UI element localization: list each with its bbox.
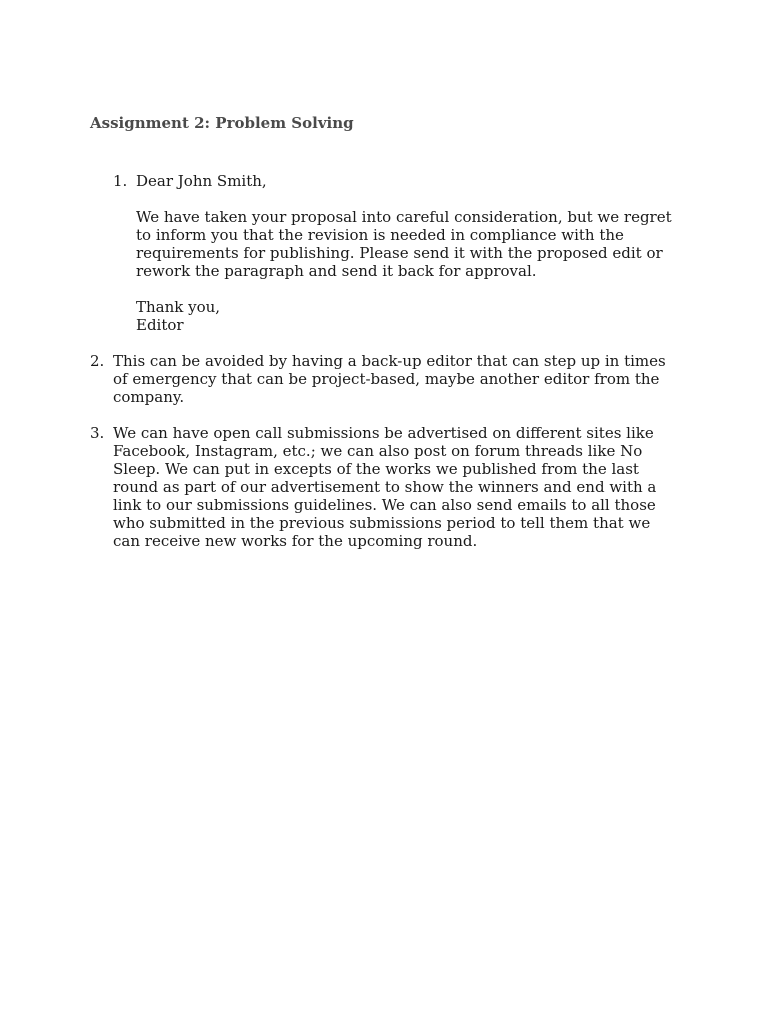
text-line: rework the paragraph and send it back for approval. bbox=[136, 262, 537, 280]
text-line: link to our submissions guidelines. We can also send emails to all those bbox=[113, 496, 656, 514]
text-line: company. bbox=[113, 388, 185, 406]
text-line: We can have open call submissions be advertised on different sites like bbox=[113, 424, 654, 442]
letter-closing: Thank you, bbox=[136, 298, 221, 316]
document-title: Assignment 2: Problem Solving bbox=[90, 114, 354, 132]
text-line: Sleep. We can put in excepts of the works we published from the last bbox=[113, 460, 639, 478]
list-item-number: 1. bbox=[113, 172, 128, 190]
text-line: to inform you that the revision is needed in compliance with the bbox=[136, 226, 624, 244]
list-item-number: 3. bbox=[90, 424, 105, 442]
letter-signature: Editor bbox=[136, 316, 184, 334]
list-item bbox=[90, 424, 690, 550]
text-line: This can be avoided by having a back-up editor that can step up in times bbox=[113, 352, 666, 370]
text-line: round as part of our advertisement to show the winners and end with a bbox=[113, 478, 657, 496]
text-line: requirements for publishing. Please send it with the proposed edit or bbox=[136, 244, 663, 262]
text-line: can receive new works for the upcoming round. bbox=[113, 532, 478, 550]
text-line: who submitted in the previous submissions period to tell them that we bbox=[113, 514, 651, 532]
text-line: of emergency that can be project-based, maybe another editor from the bbox=[113, 370, 660, 388]
text-line: Facebook, Instagram, etc.; we can also post on forum threads like No bbox=[113, 442, 643, 460]
text-line: We have taken your proposal into careful consideration, but we regret bbox=[136, 208, 672, 226]
list-item-number: 2. bbox=[90, 352, 105, 370]
list-item bbox=[90, 352, 690, 406]
letter-body bbox=[136, 172, 690, 334]
letter-paragraph bbox=[136, 208, 690, 280]
list-item bbox=[90, 172, 690, 334]
list-item-body bbox=[113, 424, 690, 550]
list-item-body bbox=[113, 352, 690, 406]
letter-salutation: Dear John Smith, bbox=[136, 172, 267, 190]
numbered-list bbox=[90, 172, 690, 550]
